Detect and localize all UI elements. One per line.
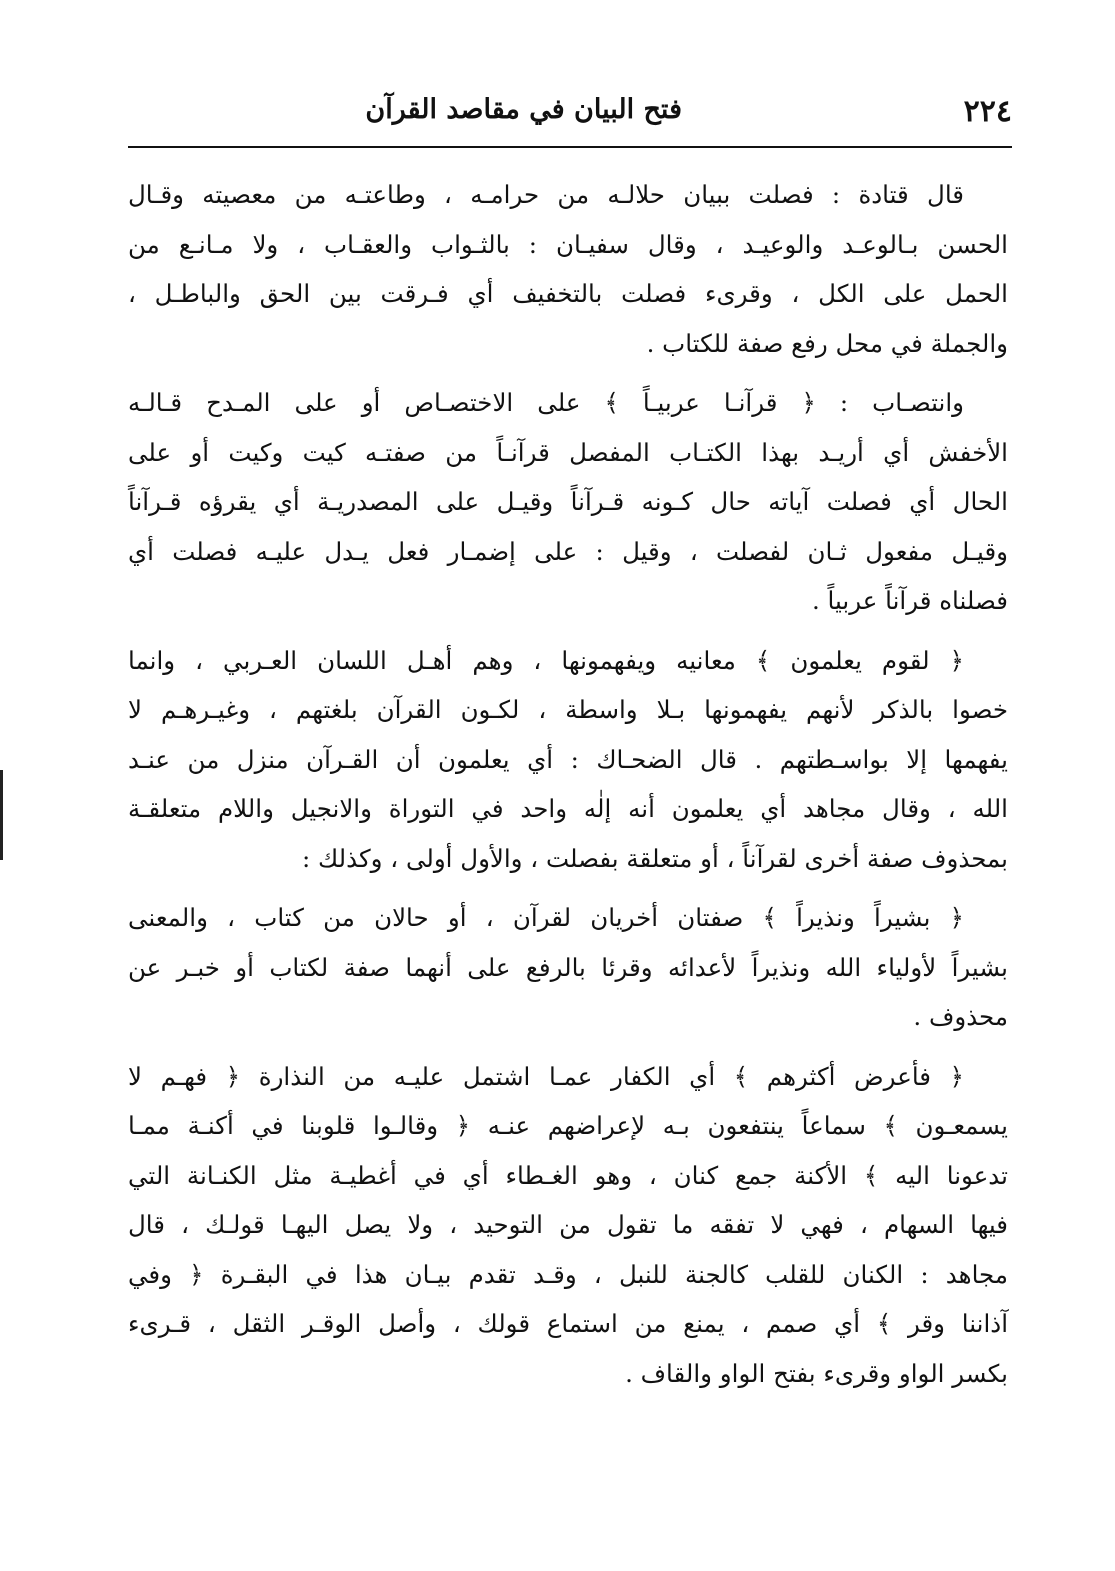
text-line: آذاننا وقر ﴾ أي صمم ، يمنع من استماع قولك ، وأصل الوقـر الثقل ، قـرىء — [128, 1309, 1008, 1338]
scan-margin-mark — [0, 770, 3, 860]
text-line: الحمل على الكل ، وقرىء فصلت بالتخفيف أي فـرقت بين الحق والباطـل ، — [128, 279, 1008, 308]
text-line: ﴿ بشيراً ونذيراً ﴾ صفتان أخريان لقرآن ، أو حالان من كتاب ، والمعنى — [128, 903, 964, 932]
paragraph-1 — [128, 170, 1008, 368]
text-line: فيها السهام ، فهي لا تفقه ما تقول من التوحيد ، ولا يصل اليهـا قولـك ، قال — [128, 1210, 1008, 1239]
text-line: الله ، وقال مجاهد أي يعلمون أنه إلٰه واحد في التوراة والانجيل واللام متعلقـة — [128, 794, 1008, 823]
text-line: بشيراً لأولياء الله ونذيراً لأعدائه وقرئا بالرفع على أنهما صفة لكتاب أو خبـر عن — [128, 952, 1008, 982]
text-line: الحال أي فصلت آياته حال كـونه قـرآناً وقيـل على المصدريـة أي يقرؤه قـرآناً — [128, 487, 1008, 516]
text-line: ﴿ فأعرض أكثرهم ﴾ أي الكفار عمـا اشتمل عليـه من النذارة ﴿ فهـم لا — [128, 1061, 964, 1091]
paragraph-3 — [128, 636, 1008, 884]
text-line: مجاهد : الكنان للقلب كالجنة للنبل ، وقـد تقدم بيـان هذا في البقـرة ﴿ وفي — [128, 1259, 1008, 1289]
body-text — [128, 170, 1008, 1408]
page-header — [128, 88, 1012, 140]
paragraph-5 — [128, 1052, 1008, 1399]
text-line: وانتصـاب : ﴿ قرآنـا عربيـاً ﴾ على الاختصـاص أو على المـدح قـالـه — [128, 388, 964, 417]
text-line: الأخفش أي أريـد بهذا الكتـاب المفصل قرآنـاً من صفتـه كيت وكيت أو على — [128, 437, 1008, 467]
text-line: يسمعـون ﴾ سماعاً ينتفعون بـه لإعراضهم عنـه ﴿ وقالـوا قلوبنا في أكنـة ممـا — [128, 1111, 1008, 1140]
text-line: قال قتادة : فصلت ببيان حلالـه من حرامـه ، وطاعتـه من معصيته وقـال — [128, 180, 964, 209]
header-rule — [128, 146, 1012, 148]
page-number: ٢٢٤ — [963, 94, 1012, 129]
paragraph-2 — [128, 378, 1008, 626]
text-line: وقيـل مفعول ثـان لفصلت ، وقيل : على إضمـار فعل يـدل عليـه فصلت أي — [128, 536, 1008, 566]
text-line: ﴿ لقوم يعلمون ﴾ معانيه ويفهمونها ، وهم أهـل اللسان العـربي ، وانما — [128, 645, 964, 675]
text-line: فصلناه قرآناً عربياً . — [811, 586, 1008, 615]
text-line: محذوف . — [913, 1002, 1008, 1031]
paragraph-4 — [128, 893, 1008, 1042]
text-line: خصوا بالذكر لأنهم يفهمونها بـلا واسطة ، لكـون القرآن بلغتهم ، وغيـرهـم لا — [128, 695, 1008, 724]
text-line: يفهمها إلا بواسـطتهم . قال الضحـاك : أي يعلمون أن القـرآن منزل من عنـد — [128, 744, 1008, 774]
running-title: فتح البيان في مقاصد القرآن — [365, 94, 682, 125]
text-line: بكسر الواو وقرىء بفتح الواو والقاف . — [625, 1358, 1008, 1388]
text-line: الحسن بـالوعـد والوعيـد ، وقال سفيـان : بالثـواب والعقـاب ، ولا مـانـع من — [128, 229, 1008, 259]
text-line: والجملة في محل رفع صفة للكتاب . — [646, 328, 1008, 358]
text-line: تدعونا اليه ﴾ الأكنة جمع كنان ، وهو الغـطاء أي في أغطيـة مثل الكنـانة التي — [128, 1160, 1008, 1190]
text-line: بمحذوف صفة أخرى لقرآناً ، أو متعلقة بفصلت ، والأول أولى ، وكذلك : — [301, 843, 1008, 873]
